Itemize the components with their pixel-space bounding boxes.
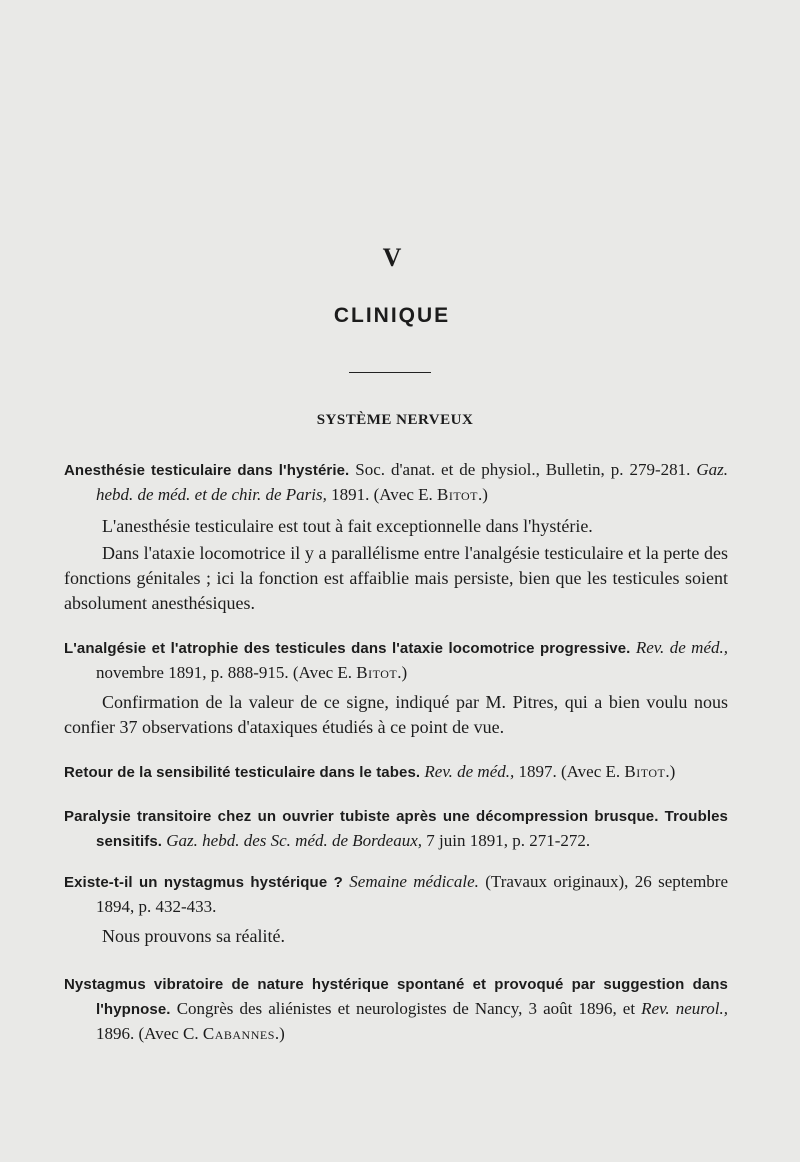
entry-journal: Rev. de méd., [424, 762, 515, 781]
entry-journal: Gaz. hebd. des Sc. méd. de Bordeaux, [166, 831, 423, 850]
entry-source: Congrès des aliénistes et neurologistes de Nancy, 3 août 1896, et [170, 999, 642, 1018]
entry-journal: Rev. neurol., [641, 999, 728, 1018]
entry-details: 1897. (Avec E. [514, 762, 625, 781]
bibliography-entry [64, 972, 728, 1046]
entry-details: 1896. (Avec C. [96, 1024, 203, 1043]
body-paragraph: Confirmation de la valeur de ce signe, indiqué par M. Pitres, qui a bien voulu nous confier 37 observations d'ataxiques étudiés à ce point de vue. [64, 692, 728, 737]
entry-details: novembre 1891, p. 888-915. (Avec E. [96, 663, 357, 682]
entry-title: Nystagmus vibratoire de nature hystérique spontané et provoqué par suggestion dans l'hypnose. [64, 976, 728, 1018]
entry-reference [64, 870, 728, 919]
entry-journal: Gaz. hebd. de méd. et de chir. de Paris, [96, 460, 728, 504]
entry-body [64, 924, 728, 949]
entry-details: 7 juin 1891, p. 271-272. [422, 831, 591, 850]
bibliography-entry [64, 804, 728, 854]
entry-details: (Travaux originaux), 26 septembre 1894, p. 432-433. [96, 872, 728, 916]
entry-journal: Rev. de méd., [635, 638, 728, 657]
entry-body [64, 690, 728, 740]
entry-reference [64, 804, 728, 854]
entry-reference [64, 760, 728, 785]
entry-source: Soc. d'anat. et de physiol., Bulletin, p. 279-281. [349, 460, 691, 479]
entry-coauthor: Bitot [437, 485, 478, 504]
entry-coauthor: Bitot [356, 663, 398, 682]
entry-title: Existe-t-il un nystagmus hystérique ? [64, 874, 343, 891]
section-title: SYSTÈME NERVEUX [316, 412, 474, 428]
bibliography-entry [64, 458, 728, 507]
body-paragraph: Nous prouvons sa réalité. [102, 926, 285, 946]
body-paragraph: Dans l'ataxie locomotrice il y a parallélisme entre l'analgésie testiculaire et la perte des fonctions génitales ; ici la fonction est affaiblie mais persiste, bien que les testicules soient absolument anesthésiques. [64, 543, 728, 613]
bibliography-entry [64, 870, 728, 919]
entry-details: 1891. (Avec E. [326, 485, 438, 504]
entry-title: Paralysie transitoire chez un ouvrier tubiste après une décompression brusque. Troubles sensitifs. [64, 808, 728, 850]
entry-tail: .) [477, 485, 488, 504]
entry-title: Anesthésie testiculaire dans l'hystérie. [64, 462, 350, 479]
chapter-title: CLINIQUE [333, 304, 451, 327]
entry-reference [64, 636, 728, 685]
entry-title: Retour de la sensibilité testiculaire dans le tabes. [64, 764, 421, 781]
entry-coauthor: Bitot [624, 762, 666, 781]
bibliography-entry [64, 760, 728, 785]
entry-journal: Semaine médicale. [349, 872, 479, 891]
entry-tail: .) [274, 1024, 285, 1043]
entry-body [64, 514, 728, 616]
chapter-number: V [382, 243, 402, 272]
entry-title: L'analgésie et l'atrophie des testicules dans l'ataxie locomotrice progressive. [64, 640, 631, 657]
entry-tail: .) [665, 762, 676, 781]
divider-rule [349, 372, 431, 373]
body-paragraph: L'anesthésie testiculaire est tout à fait exceptionnelle dans l'hystérie. [102, 516, 593, 536]
entry-reference [64, 972, 728, 1046]
entry-reference [64, 458, 728, 507]
bibliography-entry [64, 636, 728, 685]
entry-tail: .) [397, 663, 408, 682]
entry-coauthor: Cabannes [202, 1024, 275, 1043]
